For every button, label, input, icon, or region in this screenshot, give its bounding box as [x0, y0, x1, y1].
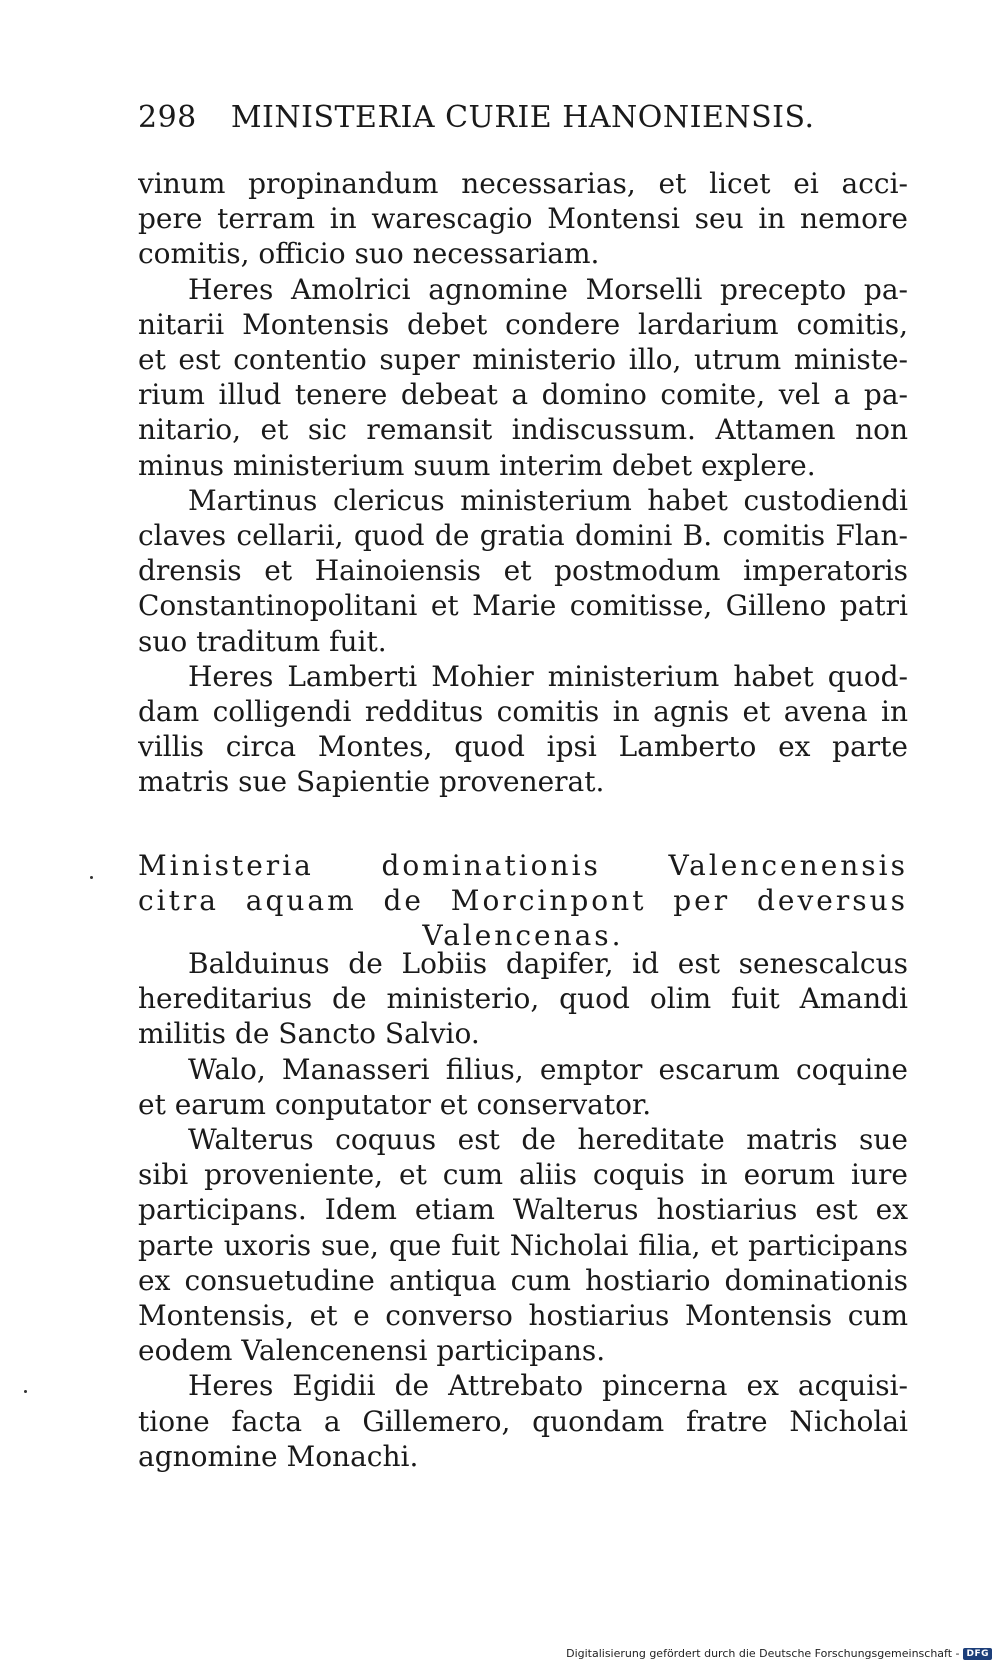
text-line: nitarii Montensis debet condere lardarium comitis,: [138, 307, 908, 341]
text-line: Walo, Manasseri filius, emptor escarum coquine: [188, 1052, 908, 1086]
text-line: sibi proveniente, et cum aliis coquis in eorum iure: [138, 1158, 908, 1192]
text-line: claves cellarii, quod de gratia domini B. comitis Flan-: [138, 519, 908, 553]
text-line: comitis, officio suo necessariam.: [138, 237, 600, 271]
page-number: 298: [138, 100, 197, 135]
text-line: tione facta a Gillemero, quondam fratre Nicholai: [138, 1404, 908, 1438]
text-line: nitario, et sic remansit indiscussum. Attamen non: [138, 413, 908, 447]
text-line: Heres Lamberti Mohier ministerium habet quod-: [188, 659, 908, 693]
text-line: Walterus coquus est de hereditate matris sue: [188, 1123, 908, 1157]
credit-text: Digitalisierung gefördert durch die Deutsche Forschungsgemeinschaft -: [566, 1647, 960, 1660]
text-line: rium illud tenere debeat a domino comite, vel a pa-: [138, 378, 908, 412]
text-line: et est contentio super ministerio illo, utrum ministe-: [138, 343, 908, 377]
text-line: drensis et Hainoiensis et postmodum imperatoris: [138, 554, 908, 588]
text-line: vinum propinandum necessarias, et licet ei acci-: [138, 167, 908, 200]
text-line: Montensis, et e converso hostiarius Montensis cum: [138, 1299, 908, 1333]
text-line: villis circa Montes, quod ipsi Lamberto ex parte: [138, 730, 908, 764]
text-line: Constantinopolitani et Marie comitisse, Gilleno patri: [138, 589, 908, 623]
text-line: parte uxoris sue, que fuit Nicholai filia, et participans: [138, 1228, 908, 1262]
text-line: militis de Sancto Salvio.: [138, 1017, 480, 1051]
section-2-text: [138, 946, 908, 1474]
text-line: agnomine Monachi.: [138, 1439, 419, 1473]
text-line: matris sue Sapientie provenerat.: [138, 765, 605, 799]
text-line: dam colligendi redditus comitis in agnis et avena in: [138, 695, 908, 729]
text-line: eodem Valencenensi participans.: [138, 1334, 606, 1368]
text-line: Martinus clericus ministerium habet custodiendi: [188, 483, 908, 517]
text-line: hereditarius de ministerio, quod olim fuit Amandi: [138, 982, 908, 1016]
dfg-logo: DFG: [963, 1648, 992, 1660]
running-title: MINISTERIA CURIE HANONIENSIS.: [230, 100, 815, 135]
text-line: ex consuetudine antiqua cum hostiario dominationis: [138, 1263, 908, 1297]
text-line: Heres Amolrici agnomine Morselli precepto pa-: [188, 272, 908, 306]
text-line: minus ministerium suum interim debet explere.: [138, 448, 816, 482]
text-line: pere terram in warescagio Montensi seu in nemore: [138, 202, 908, 236]
text-line: Balduinus de Lobiis dapifer, id est senescalcus: [188, 947, 908, 980]
section-1-text: [138, 166, 908, 800]
heading-line: citra aquam de Morcinpont per deversus: [138, 884, 908, 917]
text-line: participans. Idem etiam Walterus hostiarius est ex: [138, 1193, 908, 1227]
section-heading: [138, 848, 908, 953]
running-header: [138, 100, 818, 135]
text-line: suo traditum fuit.: [138, 624, 387, 658]
text-line: et earum conputator et conservator.: [138, 1087, 652, 1121]
heading-line: Ministeria dominationis Valencenensis: [138, 849, 908, 882]
heading-line: Valencenas.: [422, 919, 624, 952]
digitization-credit: [566, 1647, 992, 1660]
margin-speck: [24, 1390, 27, 1393]
margin-speck: [90, 876, 93, 879]
text-line: Heres Egidii de Attrebato pincerna ex acquisi-: [188, 1369, 908, 1403]
